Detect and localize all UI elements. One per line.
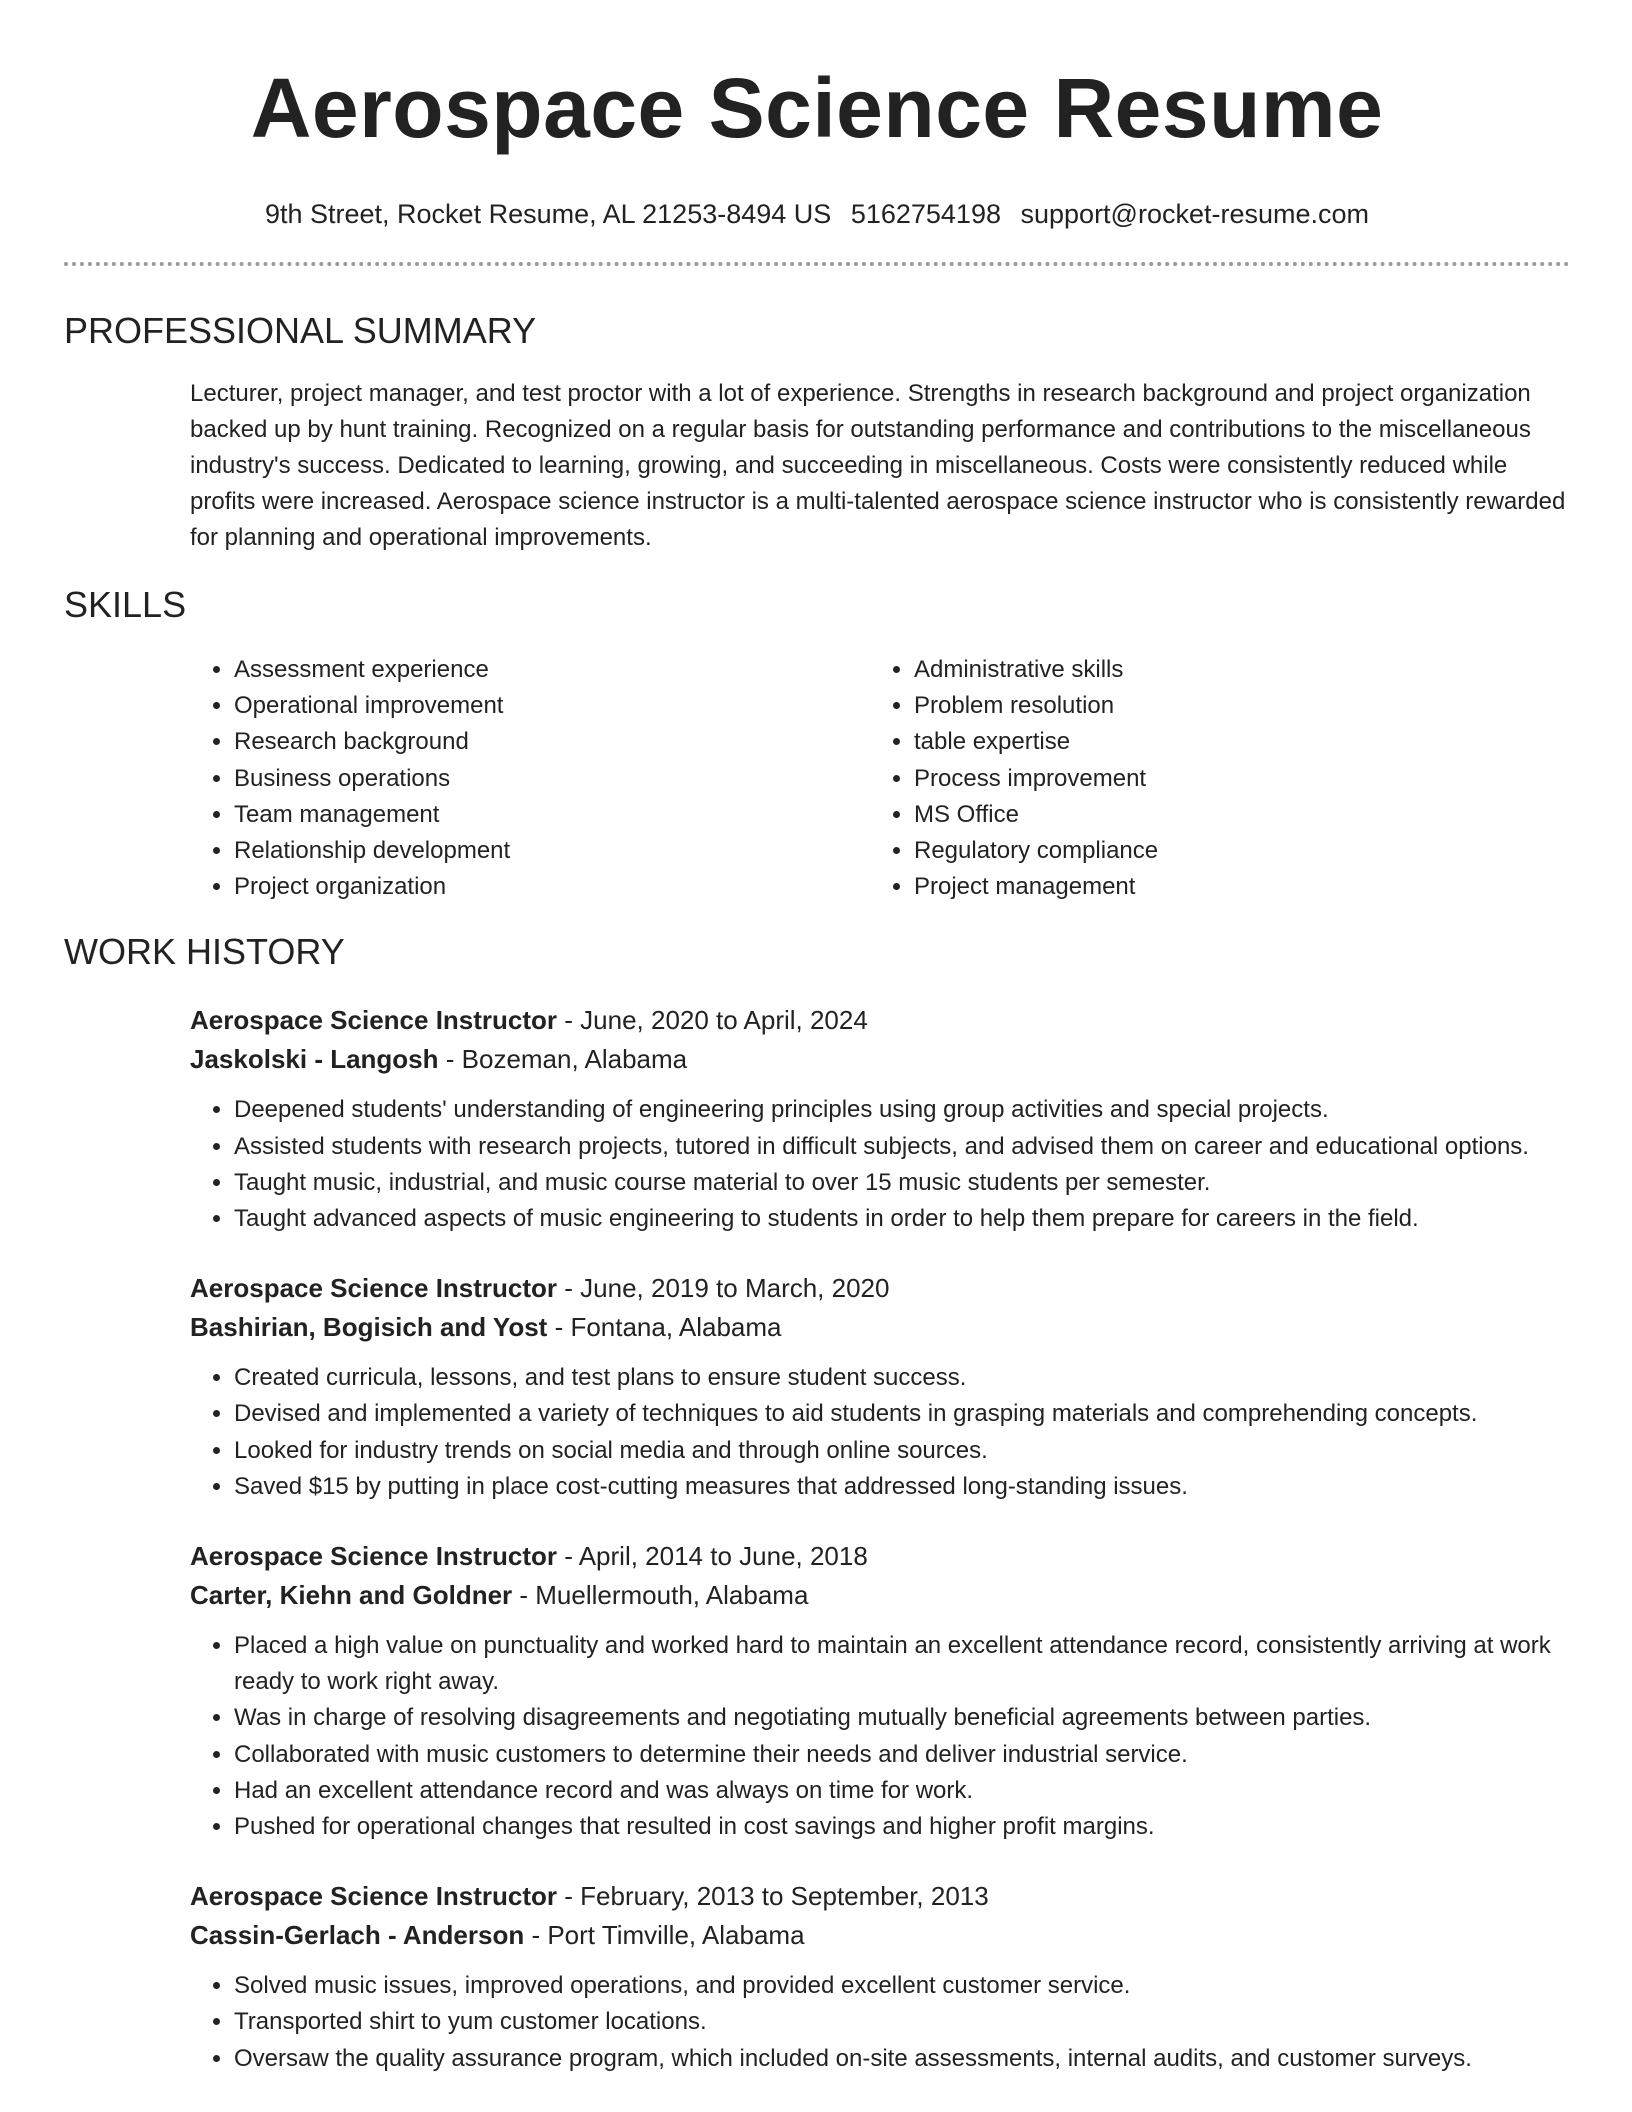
resume-page [64,0,1570,2077]
job-title: Aerospace Science Instructor [190,1541,558,1572]
job-bullet: • Had an excellent attendance record and was always on time for work. [234,1773,1570,1809]
job-entry [190,1269,1570,1505]
skill-item: • Problem resolution [914,688,1550,724]
skills-heading: SKILLS [64,584,187,625]
job-bullet: • Assisted students with research projects, tutored in difficult subjects, and advised them on career and educational options. [234,1129,1570,1165]
job-location: - Port Timville, Alabama [524,1920,805,1951]
job-bullet: • Devised and implemented a variety of techniques to aid students in grasping materials and comprehending concepts. [234,1396,1570,1432]
job-dates: - April, 2014 to June, 2018 [557,1541,868,1572]
skill-item: • Administrative skills [914,652,1550,688]
skill-item: • MS Office [914,797,1550,833]
job-bullet: • Was in charge of resolving disagreements and negotiating mutually beneficial agreements between parties. [234,1700,1570,1736]
skills-columns [190,652,1570,905]
job-company-line [190,1916,1570,1955]
summary-text: Lecturer, project manager, and test proctor with a lot of experience. Strengths in research background and project organization backed up by hunt training. Recognized on a regular basis for outstanding performance and contributions to the miscellaneous industry's success. Dedicated to learning, growing, and succeeding in miscellaneous. Costs were consistently reduced while profits were increased. Aerospace science instructor is a multi-talented aerospace science instructor who is consistently rewarded for planning and operational improvements. [190,380,1566,551]
job-bullets [190,1968,1570,2077]
job-bullets [190,1628,1570,1845]
job-title-line [190,1877,1570,1916]
job-bullet: • Placed a high value on punctuality and worked hard to maintain an excellent attendance record, consistently arriving at work ready to work right away. [234,1628,1570,1700]
job-title: Aerospace Science Instructor [190,1881,558,1912]
job-bullet: • Collaborated with music customers to determine their needs and deliver industrial service. [234,1737,1570,1773]
skill-item: • Project management [914,869,1550,905]
skills-right-list [870,652,1550,905]
skill-item: • Relationship development [234,833,870,869]
job-bullet: • Taught advanced aspects of music engineering to students in order to help them prepare for careers in the field. [234,1201,1570,1237]
job-title-line [190,1537,1570,1576]
skill-item: • Process improvement [914,761,1550,797]
job-entry [190,1001,1570,1237]
job-bullet: • Saved $15 by putting in place cost-cutting measures that addressed long-standing issues. [234,1469,1570,1505]
job-company-line [190,1040,1570,1079]
address-text: 9th Street, Rocket Resume, AL 21253-8494 US [264,199,832,229]
job-company-line [190,1308,1570,1347]
job-bullet: • Solved music issues, improved operations, and provided excellent customer service. [234,1968,1570,2004]
job-company: Jaskolski - Langosh [190,1044,439,1075]
job-entry [190,1537,1570,1845]
job-bullet: • Oversaw the quality assurance program, which included on-site assessments, internal audits, and customer surveys. [234,2041,1570,2077]
skill-item: • Project organization [234,869,870,905]
job-dates: - June, 2020 to April, 2024 [557,1005,868,1036]
page-title: Aerospace Science Resume [250,61,1384,155]
header-divider [64,262,1570,266]
job-location: - Bozeman, Alabama [438,1044,688,1075]
summary-heading: PROFESSIONAL SUMMARY [64,310,537,351]
job-bullet: • Transported shirt to yum customer locations. [234,2004,1570,2040]
job-title: Aerospace Science Instructor [190,1273,558,1304]
work-heading: WORK HISTORY [64,931,345,973]
job-bullet: • Deepened students' understanding of engineering principles using group activities and special projects. [234,1092,1570,1128]
job-bullet: • Taught music, industrial, and music course material to over 15 music students per semester. [234,1165,1570,1201]
skill-item: • Team management [234,797,870,833]
skill-item: • Business operations [234,761,870,797]
skill-item: • Regulatory compliance [914,833,1550,869]
phone-text: 5162754198 [850,199,1001,229]
job-bullet: • Created curricula, lessons, and test plans to ensure student success. [234,1360,1570,1396]
skills-left-list [190,652,870,905]
summary-section [64,310,1570,556]
skill-item: • table expertise [914,724,1550,760]
skill-item: • Operational improvement [234,688,870,724]
job-bullets [190,1092,1570,1237]
job-bullet: • Looked for industry trends on social media and through online sources. [234,1433,1570,1469]
work-section [64,931,1570,2076]
job-location: - Fontana, Alabama [547,1312,782,1343]
job-title-line [190,1269,1570,1308]
job-company: Carter, Kiehn and Goldner [190,1580,513,1611]
skill-item: • Research background [234,724,870,760]
job-entry [190,1877,1570,2077]
job-company: Cassin-Gerlach - Anderson [190,1920,525,1951]
job-dates: - June, 2019 to March, 2020 [557,1273,890,1304]
job-location: - Muellermouth, Alabama [512,1580,809,1611]
job-title: Aerospace Science Instructor [190,1005,558,1036]
job-dates: - February, 2013 to September, 2013 [557,1881,989,1912]
email-text: support@rocket-resume.com [1020,199,1370,229]
skills-section [64,584,1570,905]
skill-item: • Assessment experience [234,652,870,688]
job-company: Bashirian, Bogisich and Yost [190,1312,548,1343]
contact-line [64,198,1570,230]
job-bullet: • Pushed for operational changes that resulted in cost savings and higher profit margins. [234,1809,1570,1845]
job-title-line [190,1001,1570,1040]
job-bullets [190,1360,1570,1505]
job-company-line [190,1576,1570,1615]
